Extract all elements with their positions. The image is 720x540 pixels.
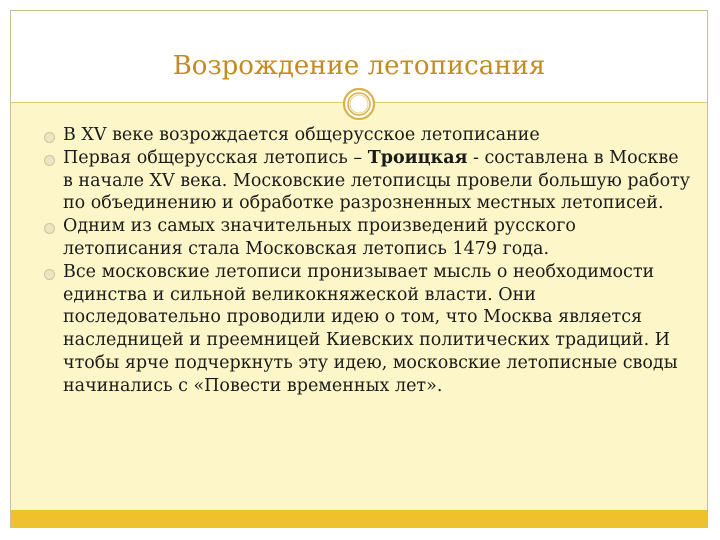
bullet-item [41, 261, 691, 398]
bullet-text: В XV веке возрождается общерусское летописание [63, 125, 540, 145]
footer-bar [11, 510, 707, 527]
bullet-text-after: - составлена в Москве в начале XV века. Московские летописцы провели большую работу по объединению и обработке разрозненных местных летописей. [63, 147, 691, 214]
bullet-text: Все московские летописи пронизывает мысль о необходимости единства и сильной великокняжеской власти. Они последовательно проводили идею о том, что Москва является наследницей и преемницей Киевских политических традиций. И чтобы ярче подчеркнуть эту идею, московские летописные своды начинались с «Повести временных лет». [63, 261, 678, 396]
bullet-item [41, 147, 691, 215]
bullet-dot-icon [44, 132, 55, 143]
circle-ornament-icon [342, 87, 376, 121]
bullet-item [41, 215, 691, 261]
bullet-dot-icon [44, 269, 55, 280]
bullet-dot-icon [44, 155, 55, 166]
bullet-text-bold: Троицкая [367, 147, 468, 168]
slide-frame [10, 10, 708, 528]
bullet-dot-icon [44, 223, 55, 234]
slide-content [41, 124, 691, 398]
slide-title: Возрождение летописания [172, 51, 546, 81]
bullet-text-before: Первая общерусская летопись – [63, 147, 368, 168]
bullet-text: Одним из самых значительных произведений русского летописания стала Московская летопись 1479 года. [63, 216, 576, 259]
bullet-item [41, 124, 691, 147]
